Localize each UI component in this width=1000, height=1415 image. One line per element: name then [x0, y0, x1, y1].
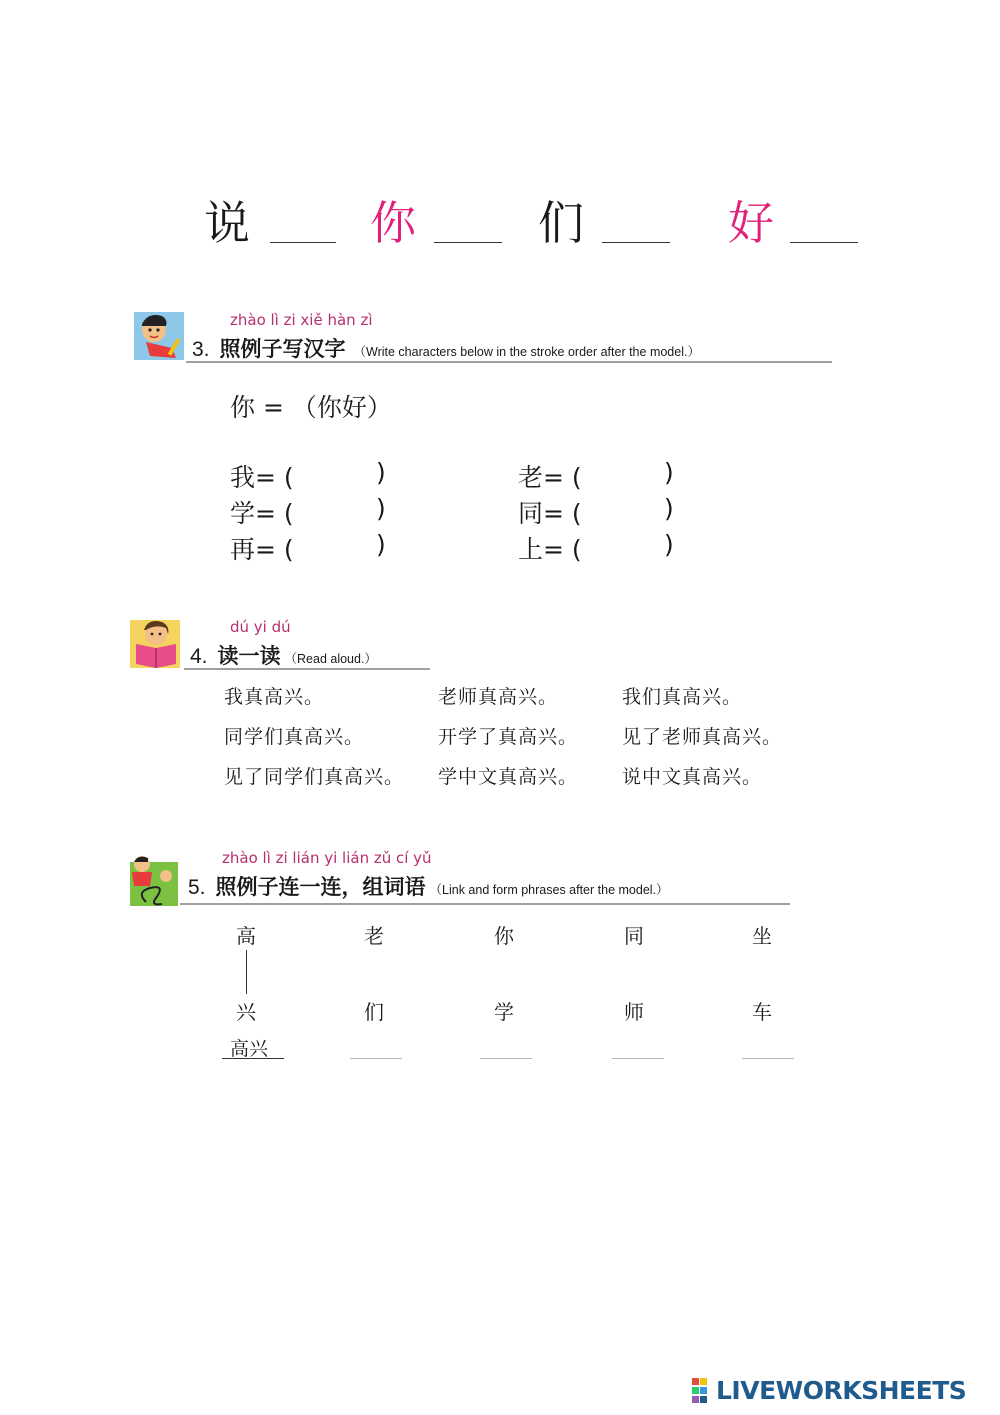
answer-line-5[interactable]: [742, 1058, 794, 1059]
s3-left-1-label: 我= (: [230, 463, 294, 492]
s3-right-1-close: ): [664, 458, 674, 487]
liveworksheets-logo-icon: [692, 1378, 716, 1404]
link-bottom-5[interactable]: 车: [752, 1000, 772, 1024]
read-r2-c1: 同学们真高兴。: [224, 726, 365, 748]
link-top-4[interactable]: 同: [624, 924, 644, 948]
stroke-blank-1[interactable]: [270, 242, 336, 243]
section4-rule: [184, 668, 430, 670]
link-bottom-3[interactable]: 学: [494, 1000, 514, 1024]
stroke-blank-3[interactable]: [602, 242, 670, 243]
kids-linking-icon: [126, 852, 182, 908]
link-top-3[interactable]: 你: [494, 924, 514, 948]
example-phrase: 高兴: [230, 1038, 269, 1060]
stroke-blank-2[interactable]: [434, 242, 502, 243]
section3-example: 你 = （你好）: [230, 393, 392, 422]
answer-line-4[interactable]: [612, 1058, 664, 1059]
s3-right-2-close: ): [664, 494, 674, 523]
section5-title: [188, 871, 669, 901]
stroke-char-1-text: 说: [204, 196, 250, 250]
read-r2-c2: 开学了真高兴。: [438, 726, 579, 748]
section3-pinyin: zhào lì zi xiě hàn zì: [230, 311, 373, 329]
s3-left-1-close: ): [376, 458, 386, 487]
stroke-char-1: [204, 196, 250, 250]
link-bottom-1[interactable]: 兴: [236, 1000, 256, 1024]
section4-title: [190, 640, 377, 670]
link-top-5[interactable]: 坐: [752, 924, 772, 948]
stroke-char-3-text: 们: [538, 196, 584, 250]
section5-number: 5.: [188, 876, 206, 899]
stroke-char-2-text: 你: [370, 196, 416, 250]
read-r3-c2: 学中文真高兴。: [438, 766, 579, 788]
s3-right-3-label: 上= (: [518, 535, 582, 564]
stroke-char-4: [728, 196, 774, 250]
section4-title-text: 读一读: [217, 643, 281, 668]
section4-subtitle: （Read aloud.）: [284, 652, 377, 666]
section3-number: 3.: [192, 338, 210, 361]
section5-title-text: 照例子连一连，组词语: [215, 874, 426, 899]
link-top-1[interactable]: 高: [236, 924, 256, 948]
girl-reading-icon: [128, 614, 184, 670]
s3-right-2-answer[interactable]: [590, 498, 660, 528]
s3-left-3-label: 再= (: [230, 535, 294, 564]
s3-right-1-answer[interactable]: [590, 462, 660, 492]
boy-writing-icon: [132, 308, 186, 364]
read-r3-c3: 说中文真高兴。: [622, 766, 763, 788]
s3-right-1-label: 老= (: [518, 463, 582, 492]
link-top-2[interactable]: 老: [364, 924, 384, 948]
s3-left-3-close: ): [376, 530, 386, 559]
stroke-char-2: [370, 196, 416, 250]
stroke-char-4-text: 好: [728, 196, 774, 250]
s3-left-2-label: 学= (: [230, 499, 294, 528]
read-r1-c2: 老师真高兴。: [438, 686, 559, 708]
brand-footer[interactable]: LIVEWORKSHEETS: [716, 1376, 967, 1405]
section4-number: 4.: [190, 645, 208, 668]
s3-left-2-answer[interactable]: [302, 498, 372, 528]
example-link-line: [246, 950, 247, 994]
section3-title: [192, 333, 700, 363]
read-r3-c1: 见了同学们真高兴。: [224, 766, 405, 788]
section4-pinyin: dú yi dú: [230, 618, 291, 636]
s3-left-1-answer[interactable]: [302, 462, 372, 492]
s3-right-3-answer[interactable]: [590, 534, 660, 564]
answer-line-2[interactable]: [350, 1058, 402, 1059]
read-r1-c3: 我们真高兴。: [622, 686, 743, 708]
link-bottom-2[interactable]: 们: [364, 1000, 384, 1024]
stroke-char-3: [538, 196, 584, 250]
answer-line-1: [222, 1058, 284, 1059]
link-bottom-4[interactable]: 师: [624, 1000, 644, 1024]
s3-left-3-answer[interactable]: [302, 534, 372, 564]
s3-left-2-close: ): [376, 494, 386, 523]
stroke-blank-4[interactable]: [790, 242, 858, 243]
section3-title-text: 照例子写汉字: [219, 336, 346, 361]
section5-pinyin: zhào lì zi lián yi lián zǔ cí yǔ: [222, 849, 432, 867]
s3-right-2-label: 同= (: [518, 499, 582, 528]
section5-subtitle: （Link and form phrases after the model.）: [429, 883, 669, 897]
s3-right-3-close: ): [664, 530, 674, 559]
section3-subtitle: （Write characters below in the stroke order after the model.）: [353, 345, 700, 359]
answer-line-3[interactable]: [480, 1058, 532, 1059]
section5-rule: [180, 903, 790, 905]
section3-rule: [186, 361, 832, 363]
read-r2-c3: 见了老师真高兴。: [622, 726, 783, 748]
read-r1-c1: 我真高兴。: [224, 686, 325, 708]
